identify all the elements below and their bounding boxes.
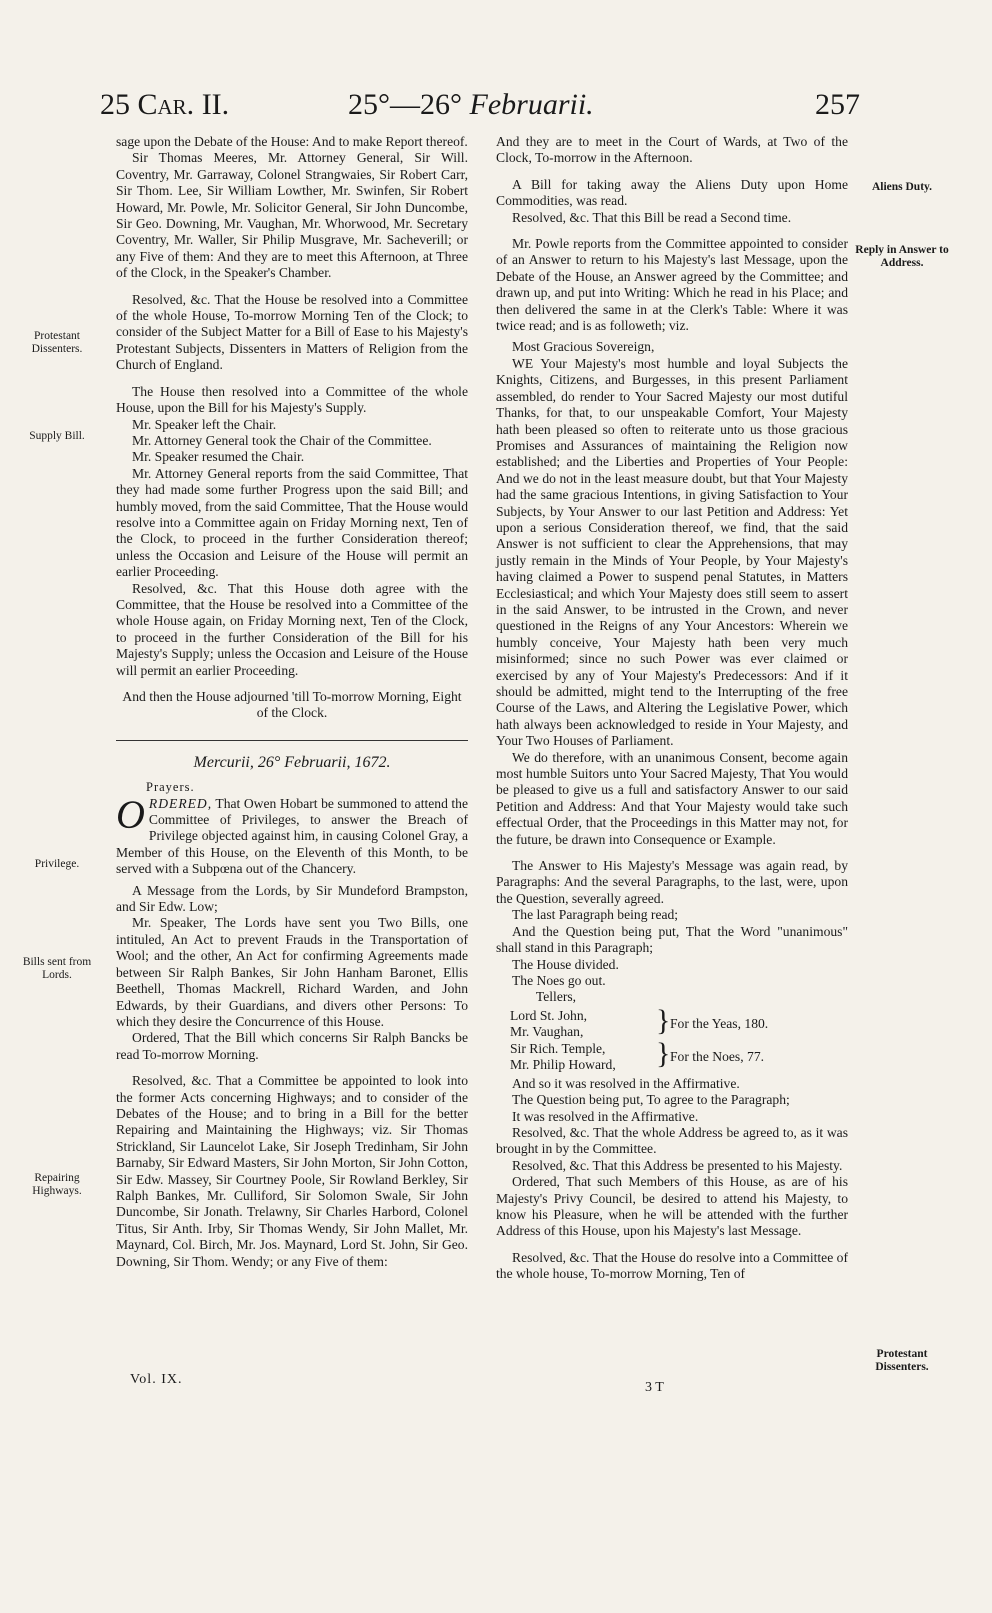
teller-name: Sir Rich. Temple, (510, 1040, 606, 1056)
paragraph: Mr. Speaker resumed the Chair. (132, 449, 305, 465)
margin-note-reply-address: Reply in Answer to Address. (855, 244, 949, 269)
paragraph: And so it was resolved in the Affirmative. (512, 1075, 740, 1091)
paragraph: The Noes go out. (512, 972, 606, 988)
paragraph: And they are to meet in the Court of Wards, at Two of the Clock, To-morrow in the Afternoon. (496, 134, 848, 166)
paragraph: The House divided. (512, 956, 619, 972)
resolution: Resolved, &c. That this Bill be read a Second time. (512, 209, 792, 225)
header-month: Februarii. (469, 88, 594, 121)
tellers-table (496, 1003, 848, 1074)
teller-name: Lord St. John, (510, 1007, 588, 1023)
yeas-count: For the Yeas, 180. (670, 1015, 769, 1031)
paragraph: Ordered, That the Bill which concerns Sir Ralph Bancks be read To-morrow Morning. (116, 1030, 468, 1062)
header-car: Car. (137, 88, 195, 121)
committee-members: Sir Thomas Meeres, Mr. Attorney General, Sir Will. Coventry, Mr. Garraway, Colonel Strangwaies, Sir Robert Carr, Sir Thom. Lee, Sir William Lowther, Mr. Swinfen, Sir Robert Howard, Mr. Powle, Mr. Solicitor General, Sir John Duncombe, Sir Geo. Downing, Mr. Vaughan, Mr. Whorwood, Mr. Secretary Coventry, Mr. Waller, Sir Philip Musgrave, Mr. Sacheverill; or any Five of them: And they are to meet this Afternoon, at Three of the Clock, in the Speaker's Chamber. (116, 150, 468, 281)
margin-note-bills-from-lords: Bills sent from Lords. (22, 956, 92, 981)
resolution-protestant-dissenters: Resolved, &c. That the House do resolve into a Committee of the whole house, To-morrow Morning, Ten of (496, 1249, 848, 1282)
margin-note-protestant-dissenters: Protestant Dissenters. (31, 330, 83, 355)
signature-mark: 3 T (645, 1380, 664, 1395)
noes-count: For the Noes, 77. (670, 1048, 765, 1064)
margin-note-aliens-duty: Aliens Duty. (871, 181, 933, 193)
header-day-range: 25°—26° (348, 88, 462, 121)
paragraph: A Bill for taking away the Aliens Duty upon Home Commodities, was read. (496, 176, 848, 209)
header-reign (100, 88, 229, 122)
resolution-protestant-dissenters: Resolved, &c. That the House be resolved into a Committee of the whole House, To-morrow Morning Ten of the Clock; to consider of the Subject Matter for a Bill of Ease to his Majesty's Protestant Subjects, Dissenters in Matters of Religion from the Church of England. (116, 291, 468, 373)
paragraph: The Answer to His Majesty's Message was again read, by Paragraphs: And the several Paragraphs, to the last, were, upon the Question, severally agreed. (496, 858, 848, 906)
right-column (496, 134, 848, 1283)
page-header (100, 88, 860, 128)
adjournment: And then the House adjourned 'till To-morrow Morning, Eight of the Clock. (122, 689, 462, 721)
paragraph: The last Paragraph being read; (512, 907, 679, 923)
resolution-highways: Resolved, &c. That a Committee be appointed to look into the former Acts concerning Highways; and to consider of the Debates of the House; and to bring in a Bill for the better Repairing and Maintaining the Highways; viz. Sir Thomas Strickland, Sir Launcelot Lake, Sir Joseph Tredinham, Sir John Barnaby, Sir Edward Masters, Sir John Morton, Sir John Cotton, Sir Edw. Massey, Sir Courtney Poole, Sir Rowland Berkley, Sir Ralph Bankes, Mr. Culliford, Sir Solomon Swale, Sir John Duncombe, Sir Jonath. Trelawny, Sir Charles Harbord, Colonel Titus, Sir Anth. Irby, Sir Thomas Wendy, Sir John Mallet, Mr. Maynard, Col. Birch, Mr. Jos. Maynard, Lord St. John, Sir Geo. Downing, Sir Thom. Wendy; or any Five of them: (116, 1073, 468, 1269)
teller-name: Mr. Philip Howard, (510, 1056, 616, 1072)
lords-message: A Message from the Lords, by Sir Mundeford Brampston, and Sir Edw. Low; (116, 882, 468, 915)
teller-name: Mr. Vaughan, (510, 1023, 584, 1039)
paragraph: The House then resolved into a Committee of the whole House, upon the Bill for his Majesty's Supply. (116, 383, 468, 416)
resolution: Resolved, &c. That the whole Address be agreed to, as it was brought in by the Committee. (496, 1124, 848, 1157)
paragraph: And the Question being put, That the Word "unanimous" shall stand in this Paragraph; (496, 923, 848, 956)
paragraph: Mr. Speaker left the Chair. (132, 416, 277, 432)
margin-note-protestant-dissenters-right: Protestant Dissenters. (875, 1348, 929, 1373)
left-column (116, 134, 468, 1270)
ordered-word: RDERED, (148, 795, 213, 811)
ordered-paragraph (116, 791, 469, 878)
paragraph: The Question being put, To agree to the Paragraph; (512, 1092, 790, 1108)
resolution: Resolved, &c. That this Address be presented to his Majesty. (512, 1157, 843, 1173)
brace-glyph: } (656, 1003, 671, 1037)
drop-cap: O (116, 791, 145, 837)
brace-glyph: } (656, 1036, 671, 1070)
salutation: Most Gracious Sovereign, (512, 339, 655, 355)
header-roman: II. (201, 88, 230, 121)
margin-note-repairing-highways: Repairing Highways. (32, 1172, 82, 1197)
order: Ordered, That such Members of this House, as are of his Majesty's Privy Council, be desired to attend his Majesty, to know his Pleasure, when he will be attended with the further Address of this House, upon his Majesty's last Message. (496, 1174, 848, 1239)
tellers-label: Tellers, (535, 989, 577, 1005)
paragraph: It was resolved in the Affirmative. (512, 1108, 699, 1124)
header-regnal-year: 25 (100, 88, 130, 121)
paragraph: Mr. Attorney General reports from the said Committee, That they had made some further Progress upon the said Bill; and humbly moved, from the said Committee, That the House would resolve into a Committee again on Friday Morning next, Ten of the Clock, to proceed in the further Consideration thereof; unless the Occasion and Leisure of the House will permit an earlier Proceeding. (116, 465, 468, 580)
address-body: WE Your Majesty's most humble and loyal Subjects the Knights, Citizens, and Burgesses, in this present Parliament assembled, do render to Your Sacred Majesty our most dutiful Thanks, for that, to our unspeakable Comfort, Your Majesty hath been pleased so often to reiterate unto us those gracious Promises and Assurances of maintaining the Religion now established; and the Liberties and Properties of Your People: And we do not in the least measure doubt, but that Your Majesty had the same gracious Intentions, in giving Satisfaction to Your Subjects, by Your Answer to our last Petition and Address: Yet upon a serious Consideration thereof, we find, that the said Answer is not sufficient to clear the Apprehensions, that may justly remain in the Minds of Your People, by Your Majesty's having claimed a Power to suspend penal Statutes, in Matters Ecclesiastical; and which Your Majesty does still seem to assert in the said Answer, to be intrusted in the Crown, and never questioned in the Reigns of any Your Ancestors: Wherein we humbly conceive, Your Majesty hath been very much misinformed; since no such Power was ever claimed or exercised by any of Your Majesty's Predecessors: And if it should be admitted, might tend to the Interrupting of the free Course of the Laws, and Altering the Legislative Power, which hath always been acknowledged to reside in Your Majesty, and Your Two Houses of Parliament. (496, 355, 848, 749)
header-dates (348, 88, 594, 122)
prayers-heading: Prayers. (146, 780, 195, 795)
page-number: 257 (815, 88, 860, 121)
day-heading: Mercurii, 26° Februarii, 1672. (193, 753, 391, 771)
margin-note-privilege: Privilege. (34, 858, 80, 870)
paragraph: sage upon the Debate of the House: And to make Report thereof. (116, 134, 468, 149)
address-body: We do therefore, with an unanimous Consent, become again most humble Suitors unto Your Sacred Majesty, That You would be pleased to give us a full and satisfactory Answer to our said Petition and Address: And that Your Majesty would take such effectual Order, that the Proceedings in this Matter may not, for the future, be drawn into Consequence or Example. (496, 749, 848, 847)
powle-report: Mr. Powle reports from the Committee appointed to consider of an Answer to return to his Majesty's last Message, upon the Debate of the House, an Answer agreed by the Committee; and drawn up, and put into Writing: Which he read in his Place; and then delivered the same in at the Clerk's Table: Where it was twice read; and is as followeth; viz. (496, 236, 848, 334)
resolution: Resolved, &c. That this House doth agree with the Committee, that the House be resolved into a Committee of the whole House again, on Friday Morning next, Ten of the Clock, to proceed in the further Consideration of the Bill for his Majesty's Supply; unless the Occasion and Leisure of the House will permit an earlier Proceeding. (116, 580, 468, 678)
section-divider (116, 740, 468, 741)
paragraph: Mr. Speaker, The Lords have sent you Two Bills, one intituled, An Act to prevent Frauds in the Transportation of Wool; and the other, An Act for confirming Agreements made between Sir Ralph Bankes, Sir John Hanham Baronet, Ellis Beethell, Thomas Mackrell, Richard Warden, and John Edwards, by their Guardians, and divers other Persons: To which they desire the Concurrence of this House. (116, 915, 468, 1029)
paragraph: Mr. Attorney General took the Chair of the Committee. (132, 432, 432, 448)
ordered-text: That Owen Hobart be summoned to attend the Committee of Privileges, to answer the Breach of Privilege objected against him, in causing Colonel Gray, a Member of this House, on the Eleventh of this Month, to be served with a Subpœna out of the Chancery. (116, 795, 469, 877)
volume-label: Vol. IX. (130, 1372, 183, 1387)
margin-note-supply-bill: Supply Bill. (29, 430, 85, 442)
